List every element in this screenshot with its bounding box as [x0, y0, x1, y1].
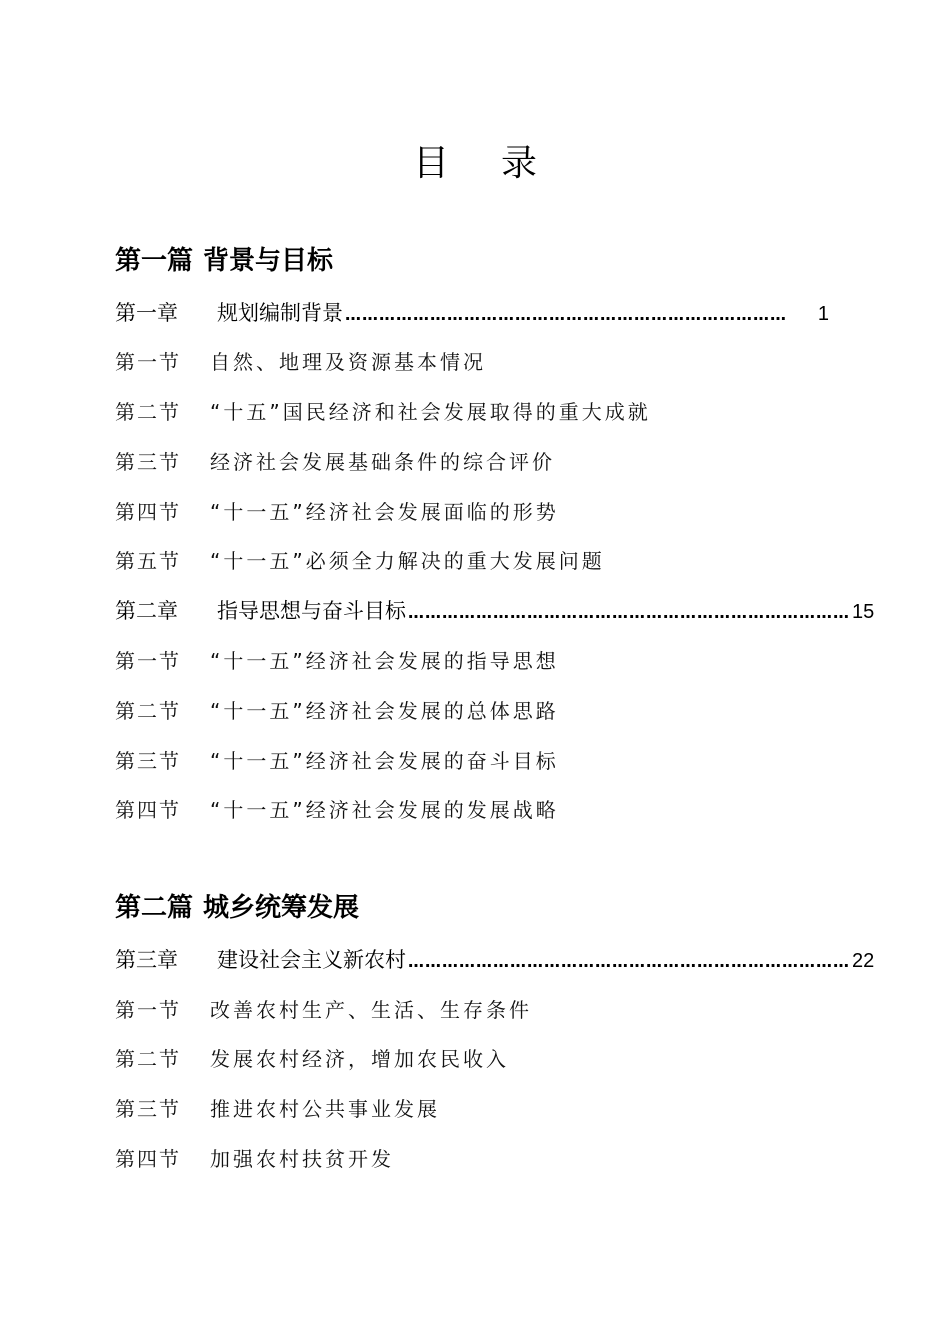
section-entry[interactable] [115, 1144, 394, 1174]
section-entry[interactable] [115, 497, 559, 527]
chapter-label: 第三章 [115, 948, 178, 972]
page-title [0, 138, 950, 190]
section-title: 加强农村扶贫开发 [210, 1147, 394, 1171]
section-entry[interactable] [115, 397, 651, 427]
chapter-title: 规划编制背景 [217, 301, 343, 325]
chapter-title: 建设社会主义新农村 [217, 948, 406, 972]
section-title: 发展农村经济，增加农民收入 [210, 1047, 509, 1071]
part-heading[interactable] [115, 243, 333, 279]
section-label: 第一节 [115, 649, 181, 673]
section-title: “十一五”经济社会发展面临的形势 [210, 500, 559, 524]
section-title: “十一五”经济社会发展的奋斗目标 [210, 749, 559, 773]
dot-leader: …………………………………………………………………… [408, 603, 850, 622]
chapter-entry[interactable] [115, 945, 875, 977]
section-label: 第三节 [115, 1097, 181, 1121]
section-entry[interactable] [115, 746, 559, 776]
section-label: 第三节 [115, 749, 181, 773]
section-label: 第四节 [115, 500, 181, 524]
chapter-label: 第一章 [115, 301, 178, 325]
section-label: 第一节 [115, 350, 181, 374]
section-entry[interactable] [115, 1044, 509, 1074]
section-title: 推进农村公共事业发展 [210, 1097, 440, 1121]
title-char-1: 目 [412, 143, 449, 184]
section-entry[interactable] [115, 995, 532, 1025]
section-title: 自然、地理及资源基本情况 [210, 350, 486, 374]
section-entry[interactable] [115, 447, 555, 477]
dot-leader: …………………………………………………………………… [345, 305, 787, 324]
section-entry[interactable] [115, 795, 559, 825]
section-label: 第一节 [115, 998, 181, 1022]
section-label: 第三节 [115, 450, 181, 474]
section-label: 第四节 [115, 1147, 181, 1171]
section-title: 改善农村生产、生活、生存条件 [210, 998, 532, 1022]
section-title: “十一五”经济社会发展的指导思想 [210, 649, 559, 673]
section-title: 经济社会发展基础条件的综合评价 [210, 450, 555, 474]
part-label: 第二篇 [115, 893, 194, 923]
chapter-label: 第二章 [115, 599, 178, 623]
chapter-title: 指导思想与奋斗目标 [217, 599, 406, 623]
section-entry[interactable] [115, 646, 559, 676]
section-label: 第四节 [115, 798, 181, 822]
chapter-entry[interactable] [115, 298, 829, 330]
section-label: 第二节 [115, 1047, 181, 1071]
section-label: 第二节 [115, 400, 181, 424]
title-char-2: 录 [501, 143, 538, 184]
section-entry[interactable] [115, 696, 559, 726]
section-label: 第二节 [115, 699, 181, 723]
section-title: “十一五”必须全力解决的重大发展问题 [210, 549, 605, 573]
part-heading[interactable] [115, 890, 359, 926]
section-label: 第五节 [115, 549, 181, 573]
part-label: 第一篇 [115, 246, 194, 276]
page-number: 22 [852, 950, 875, 972]
section-title: “十一五”经济社会发展的发展战略 [210, 798, 559, 822]
section-title: “十五”国民经济和社会发展取得的重大成就 [210, 400, 651, 424]
section-entry[interactable] [115, 347, 486, 377]
section-entry[interactable] [115, 546, 605, 576]
part-name: 城乡统筹发展 [203, 893, 360, 923]
part-name: 背景与目标 [203, 246, 334, 276]
section-entry[interactable] [115, 1094, 440, 1124]
section-title: “十一五”经济社会发展的总体思路 [210, 699, 559, 723]
page-number: 15 [852, 601, 875, 623]
chapter-entry[interactable] [115, 596, 875, 628]
dot-leader: …………………………………………………………………… [408, 952, 850, 971]
page-number: 1 [817, 303, 829, 325]
